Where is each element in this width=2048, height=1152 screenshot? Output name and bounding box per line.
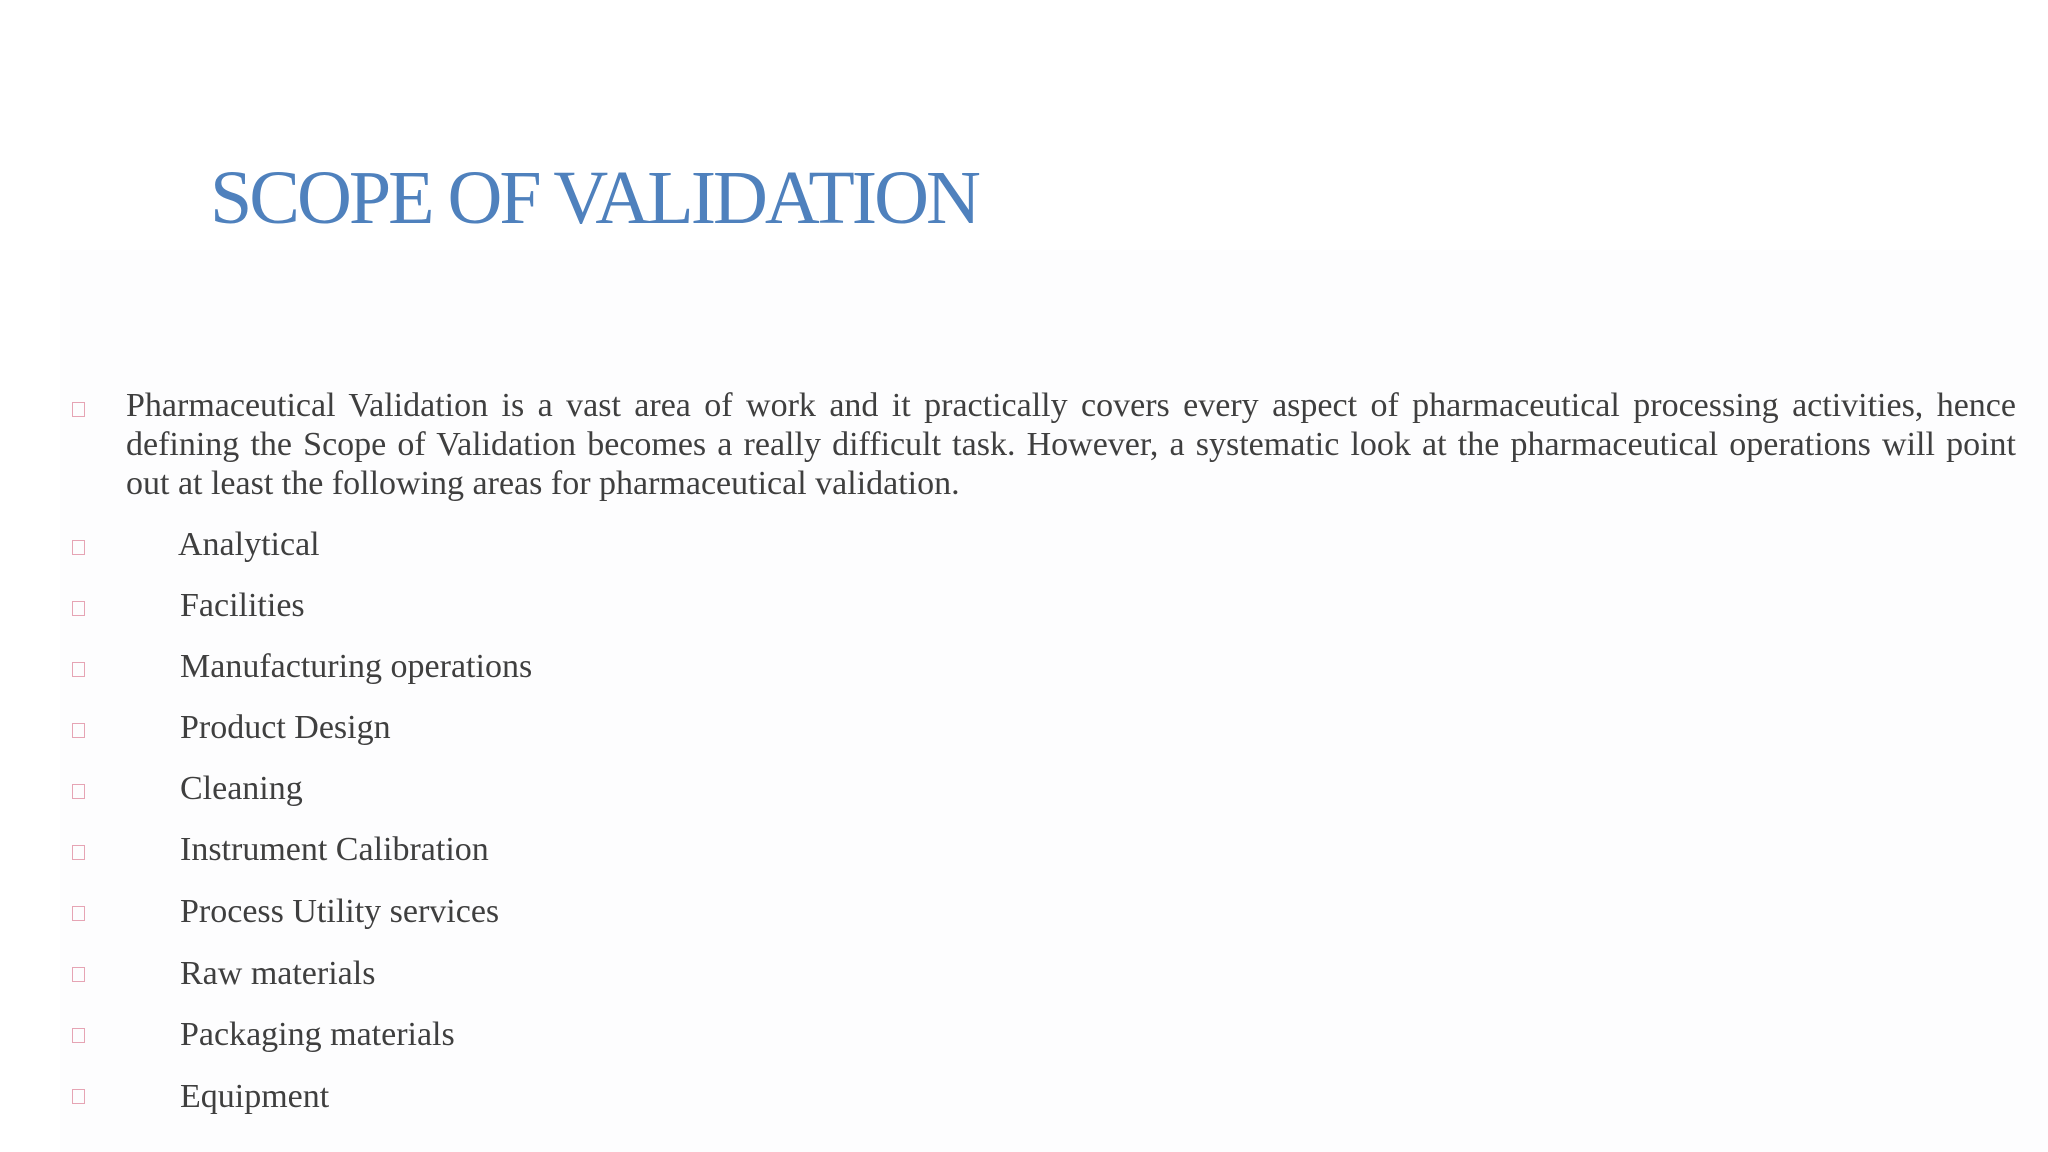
bullet-icon — [72, 540, 85, 555]
bullet-icon — [72, 784, 85, 799]
bullet-icon — [72, 906, 85, 921]
bullet-icon — [72, 723, 85, 738]
list-item-facilities: Facilities — [180, 587, 305, 624]
list-item-instrument-calibration: Instrument Calibration — [180, 831, 489, 868]
bullet-icon — [72, 845, 85, 860]
bullet-icon — [72, 662, 85, 677]
bullet-icon — [72, 967, 85, 982]
list-item-product-design: Product Design — [180, 709, 391, 746]
list-item-process-utility-services: Process Utility services — [180, 893, 500, 930]
bullet-icon — [72, 601, 85, 616]
list-item-equipment: Equipment — [180, 1078, 330, 1115]
list-item-manufacturing-operations: Manufacturing operations — [180, 648, 533, 685]
bullet-icon — [72, 1089, 85, 1104]
slide-title: SCOPE OF VALIDATION — [210, 156, 978, 240]
bullet-icon — [72, 402, 85, 417]
list-item-cleaning: Cleaning — [180, 770, 303, 807]
bullet-icon — [72, 1028, 85, 1043]
list-item-packaging-materials: Packaging materials — [180, 1016, 455, 1053]
intro-paragraph: Pharmaceutical Validation is a vast area of work and it practically covers every aspect of pharmaceutical processing activities, hence defining the Scope of Validation becomes a really difficult task. However, a systematic look at the pharmaceutical operations will point out at least the following areas for pharmaceutical validation. — [126, 387, 2016, 502]
list-item-raw-materials: Raw materials — [180, 955, 376, 992]
list-item-analytical: Analytical — [178, 526, 320, 563]
